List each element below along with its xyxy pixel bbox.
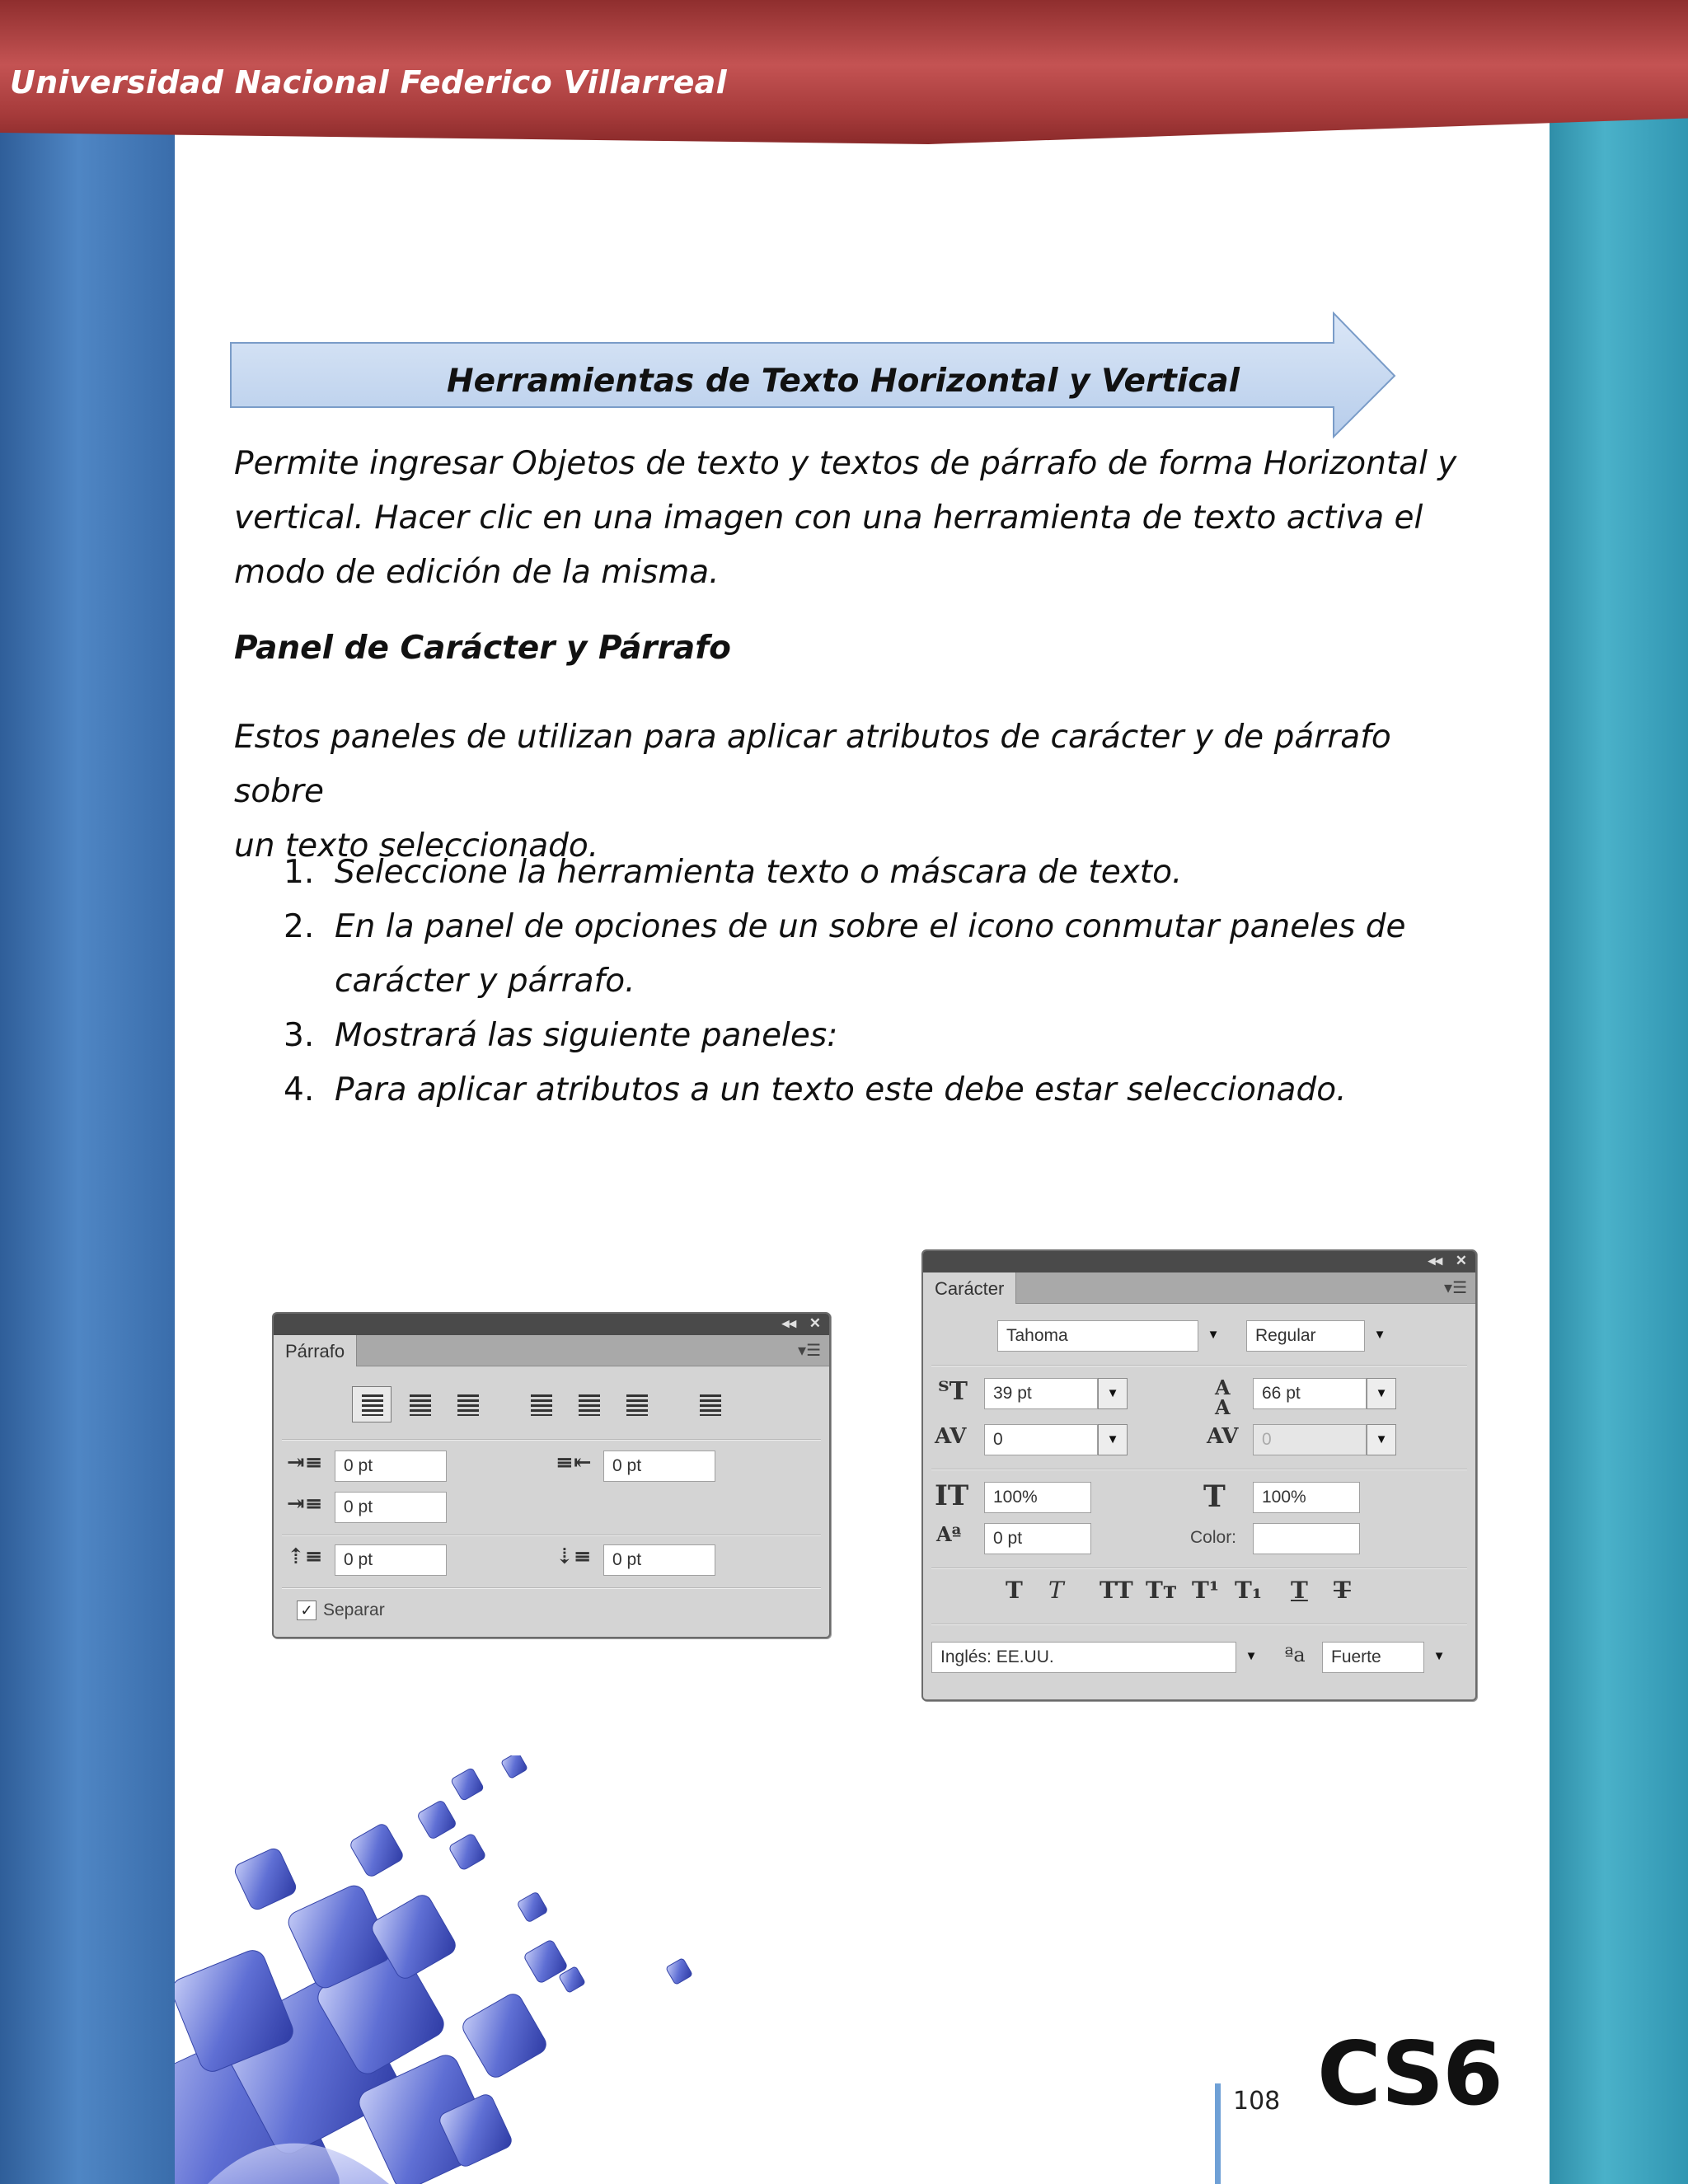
panel-title-bar[interactable]	[274, 1314, 829, 1335]
panel-divider	[282, 1439, 821, 1441]
justify-all-button[interactable]	[690, 1386, 729, 1422]
brand-cs6: CS6	[1317, 2023, 1502, 2125]
kerning-dropdown[interactable]: ▼	[1098, 1424, 1128, 1455]
step-item	[284, 1009, 1479, 1063]
language-select[interactable]: Inglés: EE.UU.	[931, 1642, 1236, 1673]
panel-divider	[282, 1587, 821, 1589]
intro-line: modo de edición de la misma.	[234, 554, 720, 591]
underline-button[interactable]: T	[1291, 1577, 1308, 1604]
panel-divider	[282, 1535, 821, 1536]
tracking-icon: AV	[1207, 1424, 1239, 1449]
close-icon[interactable]: ✕	[809, 1315, 821, 1331]
font-style-select[interactable]: Regular	[1246, 1320, 1365, 1352]
step-text: carácter y párrafo.	[335, 963, 635, 1000]
step-item	[284, 1063, 1479, 1118]
header-title: Universidad Nacional Federico Villarreal	[10, 64, 727, 101]
chevron-down-icon[interactable]: ▼	[1373, 1328, 1386, 1342]
leading-field[interactable]: 66 pt	[1253, 1378, 1367, 1409]
section-title: Herramientas de Texto Horizontal y Vertical	[446, 363, 1240, 400]
font-size-icon: ᵀT	[938, 1377, 968, 1406]
align-left-button[interactable]	[352, 1386, 392, 1422]
hyphenate-label: Separar	[323, 1601, 385, 1619]
align-left-icon	[362, 1394, 383, 1416]
all-caps-button[interactable]: TT	[1100, 1577, 1133, 1604]
horizontal-scale-field[interactable]: 100%	[1253, 1482, 1360, 1513]
font-family-select[interactable]: Tahoma	[997, 1320, 1198, 1352]
subscript-button[interactable]: T₁	[1235, 1577, 1263, 1604]
superscript-button[interactable]: T¹	[1192, 1577, 1220, 1604]
hyphenate-checkbox[interactable]: ✓	[297, 1601, 316, 1620]
font-size-dropdown[interactable]: ▼	[1098, 1378, 1128, 1409]
indent-left-field[interactable]: 0 pt	[335, 1451, 447, 1482]
page-number-bar	[1215, 2083, 1221, 2184]
horizontal-scale-icon: T	[1203, 1479, 1226, 1514]
step-text: Seleccione la herramienta texto o máscara de texto.	[335, 854, 1183, 891]
space-after-field[interactable]: 0 pt	[603, 1544, 715, 1576]
step-text: Para aplicar atributos a un texto este debe estar seleccionado.	[335, 1071, 1347, 1108]
justify-last-right-icon	[626, 1394, 648, 1416]
intro-paragraph	[234, 437, 1470, 600]
description-line: Estos paneles de utilizan para aplicar atributos de carácter y de párrafo sobre	[234, 719, 1391, 810]
parrafo-panel	[272, 1312, 831, 1638]
tab-caracter[interactable]: Carácter	[923, 1272, 1016, 1304]
panel-divider	[931, 1469, 1467, 1470]
kerning-field[interactable]: 0	[984, 1424, 1098, 1455]
font-size-field[interactable]: 39 pt	[984, 1378, 1098, 1409]
step-number: 3.	[284, 1017, 315, 1054]
panel-menu-icon[interactable]: ▾☰	[1444, 1279, 1467, 1297]
type-style-buttons	[1006, 1579, 1401, 1612]
justify-all-icon	[700, 1394, 721, 1416]
space-before-field[interactable]: 0 pt	[335, 1544, 447, 1576]
indent-right-field[interactable]: 0 pt	[603, 1451, 715, 1482]
chevron-down-icon[interactable]: ▼	[1207, 1328, 1220, 1342]
faux-italic-button[interactable]: T	[1048, 1577, 1064, 1604]
steps-list	[284, 846, 1479, 1118]
space-before-icon: ⇡≡	[287, 1544, 323, 1569]
align-center-button[interactable]	[400, 1386, 439, 1422]
step-text: En la panel de opciones de un sobre el icono conmutar paneles de	[335, 908, 1406, 945]
tracking-dropdown[interactable]: ▼	[1367, 1424, 1396, 1455]
indent-first-line-icon: ⇥≡	[287, 1492, 323, 1516]
step-item	[284, 900, 1479, 1009]
align-center-icon	[410, 1394, 431, 1416]
align-right-button[interactable]	[448, 1386, 487, 1422]
panel-title-bar[interactable]	[923, 1251, 1475, 1272]
antialias-icon: ªa	[1284, 1643, 1306, 1666]
justify-last-center-icon	[579, 1394, 600, 1416]
baseline-shift-field[interactable]: 0 pt	[984, 1523, 1091, 1554]
tracking-field[interactable]: 0	[1253, 1424, 1367, 1455]
page-number: 108	[1233, 2087, 1281, 2116]
description-line: un texto seleccionado.	[234, 827, 599, 865]
panel-divider	[931, 1365, 1467, 1366]
vertical-scale-field[interactable]: 100%	[984, 1482, 1091, 1513]
chevron-down-icon[interactable]: ▼	[1245, 1649, 1258, 1663]
justify-last-left-icon	[531, 1394, 552, 1416]
small-caps-button[interactable]: Tт	[1146, 1577, 1178, 1604]
collapse-icon[interactable]: ◂◂	[781, 1315, 796, 1331]
leading-dropdown[interactable]: ▼	[1367, 1378, 1396, 1409]
chevron-down-icon[interactable]: ▼	[1432, 1649, 1446, 1663]
kerning-icon: AV	[935, 1424, 967, 1449]
panel-subheading: Panel de Carácter y Párrafo	[234, 630, 731, 667]
close-icon[interactable]: ✕	[1455, 1253, 1467, 1268]
intro-line: vertical. Hacer clic en una imagen con una herramienta de texto activa el	[234, 499, 1423, 537]
leading-icon: A A	[1215, 1376, 1231, 1419]
strikethrough-button[interactable]: T	[1334, 1577, 1351, 1604]
step-number: 2.	[284, 908, 315, 945]
color-label: Color:	[1190, 1528, 1237, 1547]
caracter-panel	[921, 1249, 1477, 1701]
justify-last-center-button[interactable]	[569, 1386, 608, 1422]
panel-divider	[931, 1624, 1467, 1625]
collapse-icon[interactable]: ◂◂	[1428, 1253, 1442, 1268]
panel-menu-icon[interactable]: ▾☰	[798, 1342, 821, 1360]
intro-line: Permite ingresar Objetos de texto y textos de párrafo de forma Horizontal y	[234, 445, 1457, 482]
justify-last-left-button[interactable]	[521, 1386, 560, 1422]
step-text: Mostrará las siguiente paneles:	[335, 1017, 838, 1054]
align-right-icon	[457, 1394, 479, 1416]
indent-right-icon: ≡⇤	[556, 1451, 592, 1475]
alignment-buttons	[352, 1386, 781, 1422]
vertical-scale-icon: IT	[935, 1479, 969, 1512]
panel-tab-row	[923, 1272, 1475, 1304]
left-side-band	[0, 0, 175, 2184]
baseline-shift-icon: Aª	[936, 1522, 962, 1546]
justify-last-right-button[interactable]	[617, 1386, 656, 1422]
decorative-cubes-image	[175, 1755, 719, 2184]
faux-bold-button[interactable]: T	[1006, 1577, 1023, 1604]
color-swatch[interactable]	[1253, 1523, 1360, 1554]
space-after-icon: ⇣≡	[556, 1544, 592, 1569]
panel-divider	[931, 1568, 1467, 1569]
panel-tab-row	[274, 1335, 829, 1366]
tab-parrafo[interactable]: Párrafo	[274, 1335, 357, 1366]
indent-left-icon: ⇥≡	[287, 1451, 323, 1475]
right-side-band	[1550, 0, 1688, 2184]
step-number: 1.	[284, 854, 315, 891]
step-number: 4.	[284, 1071, 315, 1108]
antialias-select[interactable]: Fuerte	[1322, 1642, 1424, 1673]
step-item	[284, 846, 1479, 900]
indent-first-line-field[interactable]: 0 pt	[335, 1492, 447, 1523]
